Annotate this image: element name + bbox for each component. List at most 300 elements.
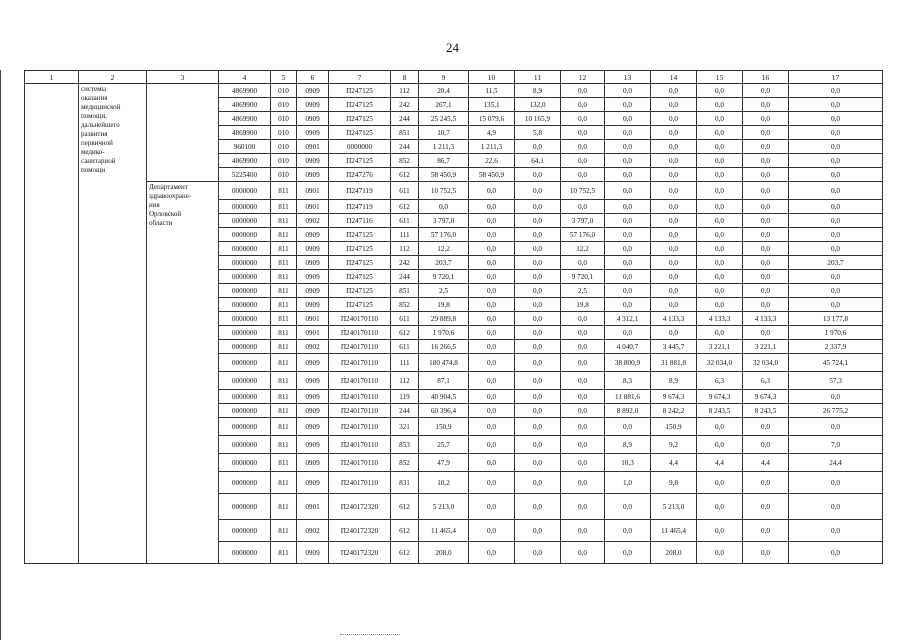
cell-col-9: 25,7	[419, 436, 469, 454]
cell-col-16: 0,0	[743, 126, 789, 140]
cell-col-17: 203,7	[789, 256, 883, 270]
executor-line: Департамент	[149, 183, 188, 191]
cell-col-17: 0,0	[789, 112, 883, 126]
cell-col-11: 0,0	[515, 284, 561, 298]
cell-col-5: 811	[271, 326, 297, 340]
cell-col-7: П240170110	[329, 454, 391, 472]
cell-col-12: 0,0	[561, 542, 605, 564]
cell-col-15: 0,0	[697, 326, 743, 340]
cell-col-12: 0,0	[561, 354, 605, 372]
cell-col-8: 111	[391, 354, 419, 372]
cell-col-16: 0,0	[743, 154, 789, 168]
cell-col-12: 0,0	[561, 494, 605, 520]
cell-col-14: 0,0	[651, 228, 697, 242]
cell-col-9: 2,5	[419, 284, 469, 298]
cell-col-8: 112	[391, 84, 419, 98]
cell-col-5: 811	[271, 454, 297, 472]
cell-col-16: 0,0	[743, 214, 789, 228]
cell-col-14: 0,0	[651, 242, 697, 256]
executor-department	[147, 182, 219, 564]
cell-col-13: 0,0	[605, 98, 651, 112]
cell-col-9: 9 720,1	[419, 270, 469, 284]
cell-col-14: 0,0	[651, 326, 697, 340]
program-description-line: медицинской	[81, 103, 121, 111]
cell-col-11: 0,0	[515, 242, 561, 256]
cell-col-9: 16 266,5	[419, 340, 469, 354]
cell-col-12: 0,0	[561, 418, 605, 436]
scan-specks	[340, 634, 400, 636]
cell-col-17: 0,0	[789, 154, 883, 168]
header-cell-7: 7	[329, 71, 391, 84]
cell-col-7: П247119	[329, 182, 391, 200]
cell-col-11: 0,0	[515, 340, 561, 354]
cell-col-11: 0,0	[515, 298, 561, 312]
cell-col-12: 0,0	[561, 200, 605, 214]
cell-col-4: 0000000	[219, 354, 271, 372]
cell-col-16: 0,0	[743, 298, 789, 312]
cell-col-8: 244	[391, 140, 419, 154]
cell-col-14: 0,0	[651, 256, 697, 270]
cell-col-15: 0,0	[697, 98, 743, 112]
cell-col-12: 0,0	[561, 98, 605, 112]
cell-col-5: 811	[271, 542, 297, 564]
table-body	[25, 84, 883, 564]
cell-col-11: 0,0	[515, 418, 561, 436]
cell-col-7: П247125	[329, 256, 391, 270]
cell-col-10: 0,0	[469, 418, 515, 436]
cell-col-13: 0,0	[605, 126, 651, 140]
cell-col-13: 38 800,9	[605, 354, 651, 372]
cell-col-15: 4 133,3	[697, 312, 743, 326]
cell-col-6: 0901	[297, 200, 329, 214]
cell-col-9: 0,0	[419, 200, 469, 214]
cell-col-14: 8 242,2	[651, 404, 697, 418]
cell-col-8: 611	[391, 312, 419, 326]
cell-col-4: 0000000	[219, 256, 271, 270]
cell-col-8: 244	[391, 404, 419, 418]
cell-col-5: 811	[271, 372, 297, 390]
cell-col-15: 0,0	[697, 256, 743, 270]
cell-col-13: 8,9	[605, 436, 651, 454]
program-description-line: помощи,	[81, 112, 107, 120]
cell-col-7: 0000000	[329, 140, 391, 154]
header-cell-8: 8	[391, 71, 419, 84]
cell-col-15: 0,0	[697, 112, 743, 126]
cell-col-5: 010	[271, 98, 297, 112]
header-cell-5: 5	[271, 71, 297, 84]
cell-col-11: 10 165,9	[515, 112, 561, 126]
table-row	[25, 182, 883, 200]
cell-col-6: 0901	[297, 182, 329, 200]
cell-col-12: 19,8	[561, 298, 605, 312]
cell-col-15: 0,0	[697, 436, 743, 454]
cell-col-10: 0,0	[469, 182, 515, 200]
cell-col-15: 0,0	[697, 200, 743, 214]
cell-col-7: П240170110	[329, 340, 391, 354]
cell-col-15: 0,0	[697, 126, 743, 140]
cell-col-17: 7,0	[789, 436, 883, 454]
cell-col-8: 112	[391, 242, 419, 256]
program-description-line: развития	[81, 130, 108, 138]
cell-col-10: 0,0	[469, 200, 515, 214]
cell-col-14: 150,9	[651, 418, 697, 436]
cell-col-10: 0,0	[469, 494, 515, 520]
cell-col-13: 0,0	[605, 298, 651, 312]
cell-col-12: 0,0	[561, 436, 605, 454]
cell-col-6: 0909	[297, 126, 329, 140]
cell-col-10: 0,0	[469, 390, 515, 404]
cell-col-8: 611	[391, 182, 419, 200]
cell-col-8: 612	[391, 326, 419, 340]
cell-col-12: 0,0	[561, 326, 605, 340]
cell-col-9: 25 245,5	[419, 112, 469, 126]
cell-col-10: 4,9	[469, 126, 515, 140]
cell-col-13: 0,0	[605, 200, 651, 214]
cell-col-16: 0,0	[743, 418, 789, 436]
cell-col-4: 0000000	[219, 520, 271, 542]
cell-col-16: 0,0	[743, 436, 789, 454]
cell-col-7: П240170110	[329, 404, 391, 418]
cell-col-15: 0,0	[697, 284, 743, 298]
cell-col-6: 0909	[297, 84, 329, 98]
header-cell-12: 12	[561, 71, 605, 84]
cell-col-17: 26 775,2	[789, 404, 883, 418]
cell-col-15: 0,0	[697, 270, 743, 284]
cell-col-14: 0,0	[651, 112, 697, 126]
cell-col-4: 0000000	[219, 390, 271, 404]
cell-col-15: 9 674,3	[697, 390, 743, 404]
cell-col-15: 0,0	[697, 154, 743, 168]
cell-col-16: 0,0	[743, 228, 789, 242]
cell-col-12: 0,0	[561, 140, 605, 154]
header-cell-9: 9	[419, 71, 469, 84]
cell-col-5: 811	[271, 418, 297, 436]
cell-col-7: П247125	[329, 98, 391, 112]
cell-col-9: 47,9	[419, 454, 469, 472]
cell-col-17: 0,0	[789, 390, 883, 404]
cell-col-8: 611	[391, 214, 419, 228]
program-description	[79, 84, 147, 564]
cell-col-7: П247119	[329, 200, 391, 214]
cell-col-16: 0,0	[743, 494, 789, 520]
header-cell-4: 4	[219, 71, 271, 84]
cell-col-12: 0,0	[561, 372, 605, 390]
cell-col-5: 811	[271, 520, 297, 542]
cell-col-7: П240172320	[329, 520, 391, 542]
cell-col-9: 267,1	[419, 98, 469, 112]
cell-col-11: 0,0	[515, 312, 561, 326]
cell-col-11: 0,0	[515, 542, 561, 564]
cell-col-13: 4 040,7	[605, 340, 651, 354]
cell-col-6: 0909	[297, 270, 329, 284]
executor-cell-empty	[147, 84, 219, 182]
program-description-line: помощи	[81, 166, 106, 174]
cell-col-10: 0,0	[469, 256, 515, 270]
cell-col-15: 0,0	[697, 214, 743, 228]
cell-col-8: 112	[391, 372, 419, 390]
cell-col-4: 0000000	[219, 312, 271, 326]
cell-col-14: 9,8	[651, 472, 697, 494]
cell-col-16: 8 243,5	[743, 404, 789, 418]
cell-col-16: 0,0	[743, 112, 789, 126]
cell-col-14: 8,9	[651, 372, 697, 390]
cell-col-7: П240170110	[329, 472, 391, 494]
cell-col-7: П247125	[329, 298, 391, 312]
cell-col-17: 0,0	[789, 494, 883, 520]
cell-col-13: 0,0	[605, 418, 651, 436]
cell-col-10: 22,6	[469, 154, 515, 168]
cell-col-4: 0000000	[219, 200, 271, 214]
cell-col-14: 5 213,0	[651, 494, 697, 520]
cell-col-7: П240170110	[329, 312, 391, 326]
cell-col-7: П240170110	[329, 418, 391, 436]
cell-col-11: 0,0	[515, 354, 561, 372]
cell-col-8: 612	[391, 542, 419, 564]
header-row	[25, 71, 883, 84]
program-description-line: дальнейшего	[81, 121, 120, 129]
table-row	[25, 84, 883, 98]
cell-col-9: 1 211,3	[419, 140, 469, 154]
cell-col-17: 0,0	[789, 284, 883, 298]
cell-col-14: 0,0	[651, 214, 697, 228]
cell-col-17: 57,3	[789, 372, 883, 390]
cell-col-11: 0,0	[515, 140, 561, 154]
cell-col-6: 0909	[297, 298, 329, 312]
cell-col-13: 0,0	[605, 154, 651, 168]
cell-col-5: 010	[271, 168, 297, 182]
cell-col-15: 0,0	[697, 298, 743, 312]
cell-col-11: 64,1	[515, 154, 561, 168]
cell-col-4: 0000000	[219, 372, 271, 390]
cell-col-4: 0000000	[219, 494, 271, 520]
cell-col-6: 0909	[297, 436, 329, 454]
cell-col-10: 11,5	[469, 84, 515, 98]
cell-col-7: П240170110	[329, 354, 391, 372]
cell-col-6: 0909	[297, 390, 329, 404]
cell-col-11: 0,0	[515, 520, 561, 542]
cell-col-10: 0,0	[469, 284, 515, 298]
cell-col-4: 0000000	[219, 340, 271, 354]
cell-col-12: 0,0	[561, 256, 605, 270]
cell-col-14: 0,0	[651, 182, 697, 200]
cell-col-4: 0000000	[219, 436, 271, 454]
cell-col-17: 0,0	[789, 520, 883, 542]
cell-col-12: 0,0	[561, 312, 605, 326]
cell-col-9: 10 752,5	[419, 182, 469, 200]
cell-col-14: 0,0	[651, 126, 697, 140]
cell-col-5: 811	[271, 242, 297, 256]
cell-col-9: 86,7	[419, 154, 469, 168]
cell-col-15: 0,0	[697, 542, 743, 564]
cell-col-7: П247125	[329, 84, 391, 98]
cell-col-16: 0,0	[743, 542, 789, 564]
cell-col-6: 0909	[297, 354, 329, 372]
cell-col-13: 0,0	[605, 326, 651, 340]
header-cell-15: 15	[697, 71, 743, 84]
cell-col-13: 11 881,6	[605, 390, 651, 404]
cell-col-12: 12,2	[561, 242, 605, 256]
executor-line: области	[149, 219, 173, 227]
cell-col-9: 12,2	[419, 242, 469, 256]
cell-col-16: 6,3	[743, 372, 789, 390]
cell-col-8: 852	[391, 298, 419, 312]
cell-col-17: 0,0	[789, 182, 883, 200]
cell-col-9: 20,4	[419, 84, 469, 98]
cell-col-14: 0,0	[651, 270, 697, 284]
cell-col-6: 0909	[297, 256, 329, 270]
cell-col-4: 5225400	[219, 168, 271, 182]
cell-col-4: 0000000	[219, 472, 271, 494]
cell-col-6: 0909	[297, 472, 329, 494]
cell-col-16: 0,0	[743, 200, 789, 214]
budget-table	[24, 70, 883, 564]
cell-col-9: 60 396,4	[419, 404, 469, 418]
cell-col-16: 4 133,3	[743, 312, 789, 326]
cell-col-12: 0,0	[561, 168, 605, 182]
cell-col-13: 0,0	[605, 168, 651, 182]
cell-col-16: 0,0	[743, 242, 789, 256]
cell-col-15: 0,0	[697, 494, 743, 520]
cell-col-6: 0909	[297, 418, 329, 436]
cell-col-4: 0000000	[219, 228, 271, 242]
cell-col-7: П247125	[329, 284, 391, 298]
cell-col-14: 4,4	[651, 454, 697, 472]
cell-col-8: 851	[391, 126, 419, 140]
cell-col-7: П240170110	[329, 390, 391, 404]
cell-col-17: 45 724,1	[789, 354, 883, 372]
header-cell-14: 14	[651, 71, 697, 84]
executor-line: здравоохране-	[149, 192, 192, 200]
cell-col-15: 0,0	[697, 182, 743, 200]
cell-col-4: 0000000	[219, 418, 271, 436]
cell-col-6: 0901	[297, 312, 329, 326]
cell-col-7: П240170110	[329, 326, 391, 340]
header-cell-16: 16	[743, 71, 789, 84]
cell-col-14: 3 445,7	[651, 340, 697, 354]
cell-col-11: 0,0	[515, 256, 561, 270]
cell-col-17: 13 177,8	[789, 312, 883, 326]
cell-col-16: 0,0	[743, 284, 789, 298]
cell-col-13: 0,0	[605, 182, 651, 200]
cell-col-6: 0901	[297, 326, 329, 340]
cell-col-6: 0909	[297, 372, 329, 390]
cell-col-4: 4869900	[219, 84, 271, 98]
cell-col-12: 10 752,5	[561, 182, 605, 200]
cell-col-15: 0,0	[697, 472, 743, 494]
cell-col-4: 0000000	[219, 326, 271, 340]
cell-col-7: П247276	[329, 168, 391, 182]
cell-col-10: 0,0	[469, 326, 515, 340]
cell-col-6: 0902	[297, 520, 329, 542]
cell-col-4: 0000000	[219, 284, 271, 298]
cell-col-10: 1 211,3	[469, 140, 515, 154]
cell-col-9: 58 450,9	[419, 168, 469, 182]
cell-col-12: 0,0	[561, 472, 605, 494]
cell-col-13: 0,0	[605, 270, 651, 284]
cell-col-17: 0,0	[789, 270, 883, 284]
program-description-line: первичной	[81, 139, 113, 147]
cell-col-9: 19,8	[419, 298, 469, 312]
cell-col-14: 0,0	[651, 284, 697, 298]
cell-col-8: 852	[391, 454, 419, 472]
cell-col-5: 811	[271, 390, 297, 404]
cell-col-6: 0909	[297, 242, 329, 256]
cell-col-15: 0,0	[697, 228, 743, 242]
cell-col-11: 0,0	[515, 228, 561, 242]
cell-col-16: 0,0	[743, 256, 789, 270]
cell-col-13: 0,0	[605, 256, 651, 270]
cell-col-7: П240172320	[329, 494, 391, 520]
cell-col-9: 11 465,4	[419, 520, 469, 542]
cell-col-4: 0000000	[219, 404, 271, 418]
header-cell-11: 11	[515, 71, 561, 84]
cell-col-5: 811	[271, 284, 297, 298]
cell-col-6: 0902	[297, 214, 329, 228]
cell-col-12: 2,5	[561, 284, 605, 298]
cell-col-17: 0,0	[789, 242, 883, 256]
cell-col-9: 1 970,6	[419, 326, 469, 340]
cell-col-12: 0,0	[561, 454, 605, 472]
cell-col-11: 0,0	[515, 214, 561, 228]
cell-col-17: 0,0	[789, 228, 883, 242]
cell-col-8: 831	[391, 472, 419, 494]
cell-col-8: 611	[391, 340, 419, 354]
program-description-line: системы	[81, 85, 107, 93]
cell-col-8: 852	[391, 154, 419, 168]
cell-col-17: 1 970,6	[789, 326, 883, 340]
cell-col-14: 4 133,3	[651, 312, 697, 326]
cell-col-9: 180 474,8	[419, 354, 469, 372]
cell-col-12: 0,0	[561, 112, 605, 126]
cell-col-15: 0,0	[697, 140, 743, 154]
cell-col-9: 208,0	[419, 542, 469, 564]
cell-col-11: 0,0	[515, 200, 561, 214]
cell-col-7: П247125	[329, 270, 391, 284]
cell-col-15: 32 034,0	[697, 354, 743, 372]
cell-col-4: 0000000	[219, 542, 271, 564]
cell-col-9: 29 889,8	[419, 312, 469, 326]
cell-col-6: 0909	[297, 542, 329, 564]
cell-col-14: 11 465,4	[651, 520, 697, 542]
header-cell-1: 1	[25, 71, 79, 84]
cell-col-5: 811	[271, 354, 297, 372]
cell-col-17: 0,0	[789, 214, 883, 228]
cell-col-11: 0,0	[515, 390, 561, 404]
cell-col-8: 853	[391, 436, 419, 454]
cell-col-4: 0000000	[219, 182, 271, 200]
cell-col-7: П247125	[329, 242, 391, 256]
cell-col-13: 0,0	[605, 520, 651, 542]
cell-col-8: 612	[391, 520, 419, 542]
cell-col-13: 0,0	[605, 214, 651, 228]
cell-col-5: 811	[271, 214, 297, 228]
cell-col-5: 010	[271, 84, 297, 98]
col1-cell	[25, 84, 79, 564]
cell-col-11: 0,0	[515, 436, 561, 454]
cell-col-15: 0,0	[697, 418, 743, 436]
cell-col-10: 0,0	[469, 298, 515, 312]
cell-col-7: П240170110	[329, 372, 391, 390]
cell-col-14: 0,0	[651, 140, 697, 154]
cell-col-16: 3 221,1	[743, 340, 789, 354]
cell-col-14: 0,0	[651, 84, 697, 98]
cell-col-4: 0000000	[219, 298, 271, 312]
cell-col-14: 0,0	[651, 298, 697, 312]
cell-col-11: 132,0	[515, 98, 561, 112]
cell-col-5: 010	[271, 140, 297, 154]
cell-col-16: 0,0	[743, 182, 789, 200]
cell-col-8: 242	[391, 256, 419, 270]
